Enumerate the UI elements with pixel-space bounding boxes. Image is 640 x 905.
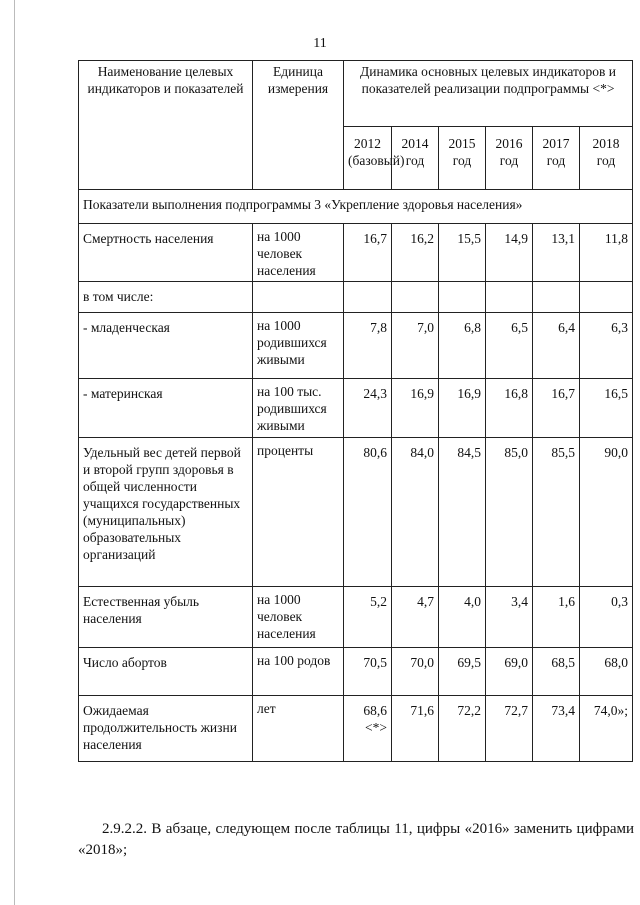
value-cell: 16,5 <box>580 379 633 438</box>
header-name-col: Наименование целевых индикаторов и показателей <box>79 61 253 190</box>
value-cell: 70,0 <box>392 648 439 696</box>
indicator-name: Число абортов <box>79 648 253 696</box>
value-cell: 5,2 <box>344 587 392 648</box>
indicator-unit: проценты <box>253 438 344 587</box>
value-cell <box>533 282 580 313</box>
value-cell: 68,6 <*> <box>344 696 392 762</box>
header-dynamics-col: Динамика основных целевых индикаторов и показателей реализации подпрограммы <*> <box>344 61 633 127</box>
table-row <box>79 379 633 438</box>
table-row <box>79 313 633 379</box>
value-cell: 14,9 <box>486 224 533 282</box>
indicator-name: Удельный вес детей первой и второй групп здоровья в общей численности учащихся государственных (муниципальных) образовательных организаций <box>79 438 253 587</box>
value-cell: 6,5 <box>486 313 533 379</box>
value-cell: 74,0»; <box>580 696 633 762</box>
indicator-unit: лет <box>253 696 344 762</box>
value-cell <box>486 282 533 313</box>
table-row <box>79 696 633 762</box>
value-cell: 16,7 <box>344 224 392 282</box>
table-row <box>79 438 633 587</box>
section-title: Показатели выполнения подпрограммы 3 «Укрепление здоровья населения» <box>79 190 633 224</box>
value-cell: 4,7 <box>392 587 439 648</box>
value-cell <box>580 282 633 313</box>
indicator-unit <box>253 282 344 313</box>
value-cell: 13,1 <box>533 224 580 282</box>
value-cell: 16,9 <box>439 379 486 438</box>
value-cell: 7,8 <box>344 313 392 379</box>
value-cell: 16,7 <box>533 379 580 438</box>
year-header: 2016 год <box>486 127 533 190</box>
value-cell: 16,8 <box>486 379 533 438</box>
value-cell: 16,9 <box>392 379 439 438</box>
table-row <box>79 224 633 282</box>
value-cell: 11,8 <box>580 224 633 282</box>
indicator-name: - материнская <box>79 379 253 438</box>
value-cell: 3,4 <box>486 587 533 648</box>
value-cell: 4,0 <box>439 587 486 648</box>
value-cell <box>344 282 392 313</box>
table-row <box>79 282 633 313</box>
value-cell: 15,5 <box>439 224 486 282</box>
year-header: 2014 год <box>392 127 439 190</box>
value-cell: 6,8 <box>439 313 486 379</box>
table-row <box>79 648 633 696</box>
indicator-name: - младенческая <box>79 313 253 379</box>
value-cell: 71,6 <box>392 696 439 762</box>
value-cell: 69,5 <box>439 648 486 696</box>
value-cell: 84,0 <box>392 438 439 587</box>
year-header: 2018 год <box>580 127 633 190</box>
year-header: 2012 (базовый) <box>344 127 392 190</box>
indicators-table <box>78 60 633 762</box>
year-header: 2017 год <box>533 127 580 190</box>
indicator-name: в том числе: <box>79 282 253 313</box>
value-cell <box>392 282 439 313</box>
value-cell: 85,5 <box>533 438 580 587</box>
value-cell: 70,5 <box>344 648 392 696</box>
value-cell: 68,5 <box>533 648 580 696</box>
header-unit-col: Единица измерения <box>253 61 344 190</box>
indicator-unit: на 1000 родившихся живыми <box>253 313 344 379</box>
value-cell: 68,0 <box>580 648 633 696</box>
value-cell: 1,6 <box>533 587 580 648</box>
amendment-paragraph: 2.9.2.2. В абзаце, следующем после таблицы 11, цифры «2016» заменить цифрами «2018»; <box>78 821 634 858</box>
indicator-unit: на 100 тыс. родившихся живыми <box>253 379 344 438</box>
indicator-unit: на 100 родов <box>253 648 344 696</box>
section-row <box>79 190 633 224</box>
value-cell: 85,0 <box>486 438 533 587</box>
value-cell: 6,4 <box>533 313 580 379</box>
value-cell: 72,2 <box>439 696 486 762</box>
page-number: 11 <box>313 36 327 51</box>
indicator-name: Ожидаемая продолжительность жизни населения <box>79 696 253 762</box>
value-cell: 90,0 <box>580 438 633 587</box>
value-cell: 24,3 <box>344 379 392 438</box>
value-cell: 0,3 <box>580 587 633 648</box>
value-cell: 84,5 <box>439 438 486 587</box>
indicator-unit: на 1000 человек населения <box>253 587 344 648</box>
indicator-unit: на 1000 человек населения <box>253 224 344 282</box>
value-cell: 80,6 <box>344 438 392 587</box>
value-cell: 69,0 <box>486 648 533 696</box>
value-cell: 16,2 <box>392 224 439 282</box>
header-row <box>79 61 633 127</box>
value-cell: 72,7 <box>486 696 533 762</box>
scan-left-rule <box>14 0 15 905</box>
value-cell: 6,3 <box>580 313 633 379</box>
indicator-name: Смертность населения <box>79 224 253 282</box>
table-row <box>79 587 633 648</box>
value-cell <box>439 282 486 313</box>
value-cell: 73,4 <box>533 696 580 762</box>
year-header: 2015 год <box>439 127 486 190</box>
indicator-name: Естественная убыль населения <box>79 587 253 648</box>
value-cell: 7,0 <box>392 313 439 379</box>
